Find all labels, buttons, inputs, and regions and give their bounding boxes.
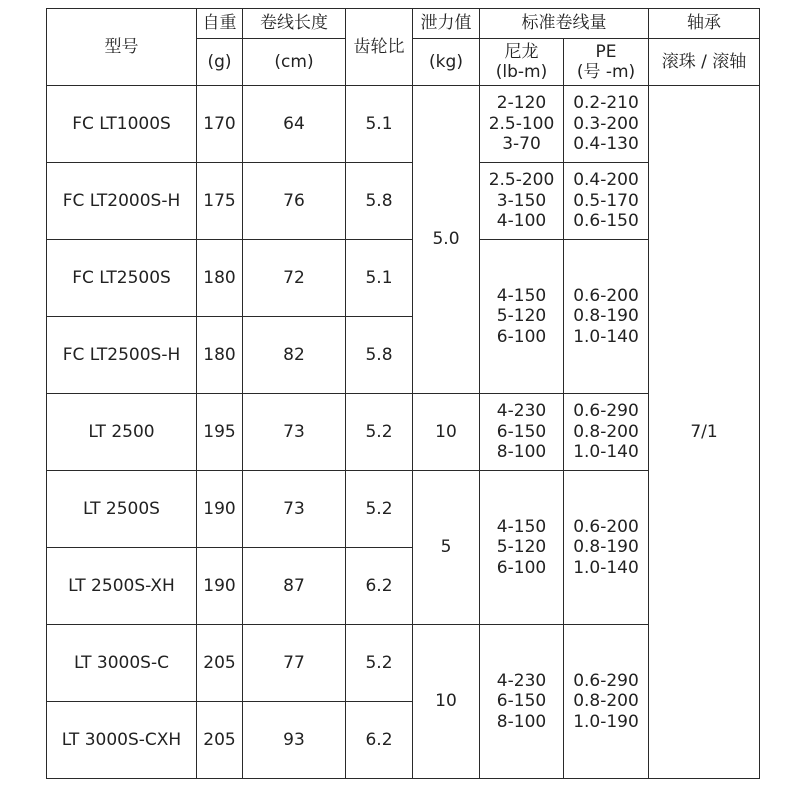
pe-value: 0.6-200 <box>573 516 639 537</box>
pe-value: 0.2-210 <box>573 93 639 114</box>
pe-value: 0.6-290 <box>573 401 639 422</box>
nylon-value: 6-150 <box>496 691 547 712</box>
nylon-value: 4-100 <box>496 211 547 232</box>
weight-cell: 195 <box>197 394 243 471</box>
model-cell: FC LT2000S-H <box>47 163 197 240</box>
length-cell: 72 <box>243 240 346 317</box>
drag-header: 泄力值 <box>413 9 480 39</box>
pe-cell <box>564 86 649 163</box>
pe-cell <box>564 394 649 471</box>
nylon-value: 4-230 <box>496 670 547 691</box>
length-cell: 87 <box>243 548 346 625</box>
drag-cell: 5 <box>413 471 480 625</box>
pe-value: 0.8-190 <box>573 306 639 327</box>
nylon-unit: (lb-m) <box>495 62 548 82</box>
pe-value: 0.4-130 <box>573 134 639 155</box>
pe-value: 0.8-200 <box>573 691 639 712</box>
gear-ratio-header: 齿轮比 <box>346 9 413 86</box>
pe-value: 0.4-200 <box>573 170 639 191</box>
drag-cell: 10 <box>413 625 480 779</box>
length-cell: 82 <box>243 317 346 394</box>
weight-cell: 180 <box>197 240 243 317</box>
nylon-value: 3-70 <box>502 134 541 155</box>
nylon-value: 6-100 <box>496 557 547 578</box>
nylon-label: 尼龙 <box>504 41 539 62</box>
pe-value: 0.6-200 <box>573 285 639 306</box>
reel-spec-table <box>46 8 760 779</box>
pe-value: 1.0-140 <box>573 326 639 347</box>
pe-value: 1.0-140 <box>573 557 639 578</box>
ratio-cell: 5.1 <box>346 86 413 163</box>
ratio-cell: 5.8 <box>346 163 413 240</box>
nylon-value: 2.5-200 <box>488 170 555 191</box>
weight-cell: 190 <box>197 471 243 548</box>
pe-value: 0.6-290 <box>573 670 639 691</box>
nylon-value: 4-150 <box>496 516 547 537</box>
pe-unit: (号 -m) <box>576 62 636 82</box>
ratio-cell: 5.2 <box>346 394 413 471</box>
nylon-cell <box>480 240 564 394</box>
length-cell: 76 <box>243 163 346 240</box>
length-cell: 64 <box>243 86 346 163</box>
length-cell: 77 <box>243 625 346 702</box>
ratio-cell: 6.2 <box>346 702 413 779</box>
nylon-cell <box>480 394 564 471</box>
nylon-value: 5-120 <box>496 306 547 327</box>
length-cell: 73 <box>243 394 346 471</box>
nylon-value: 2-120 <box>496 93 547 114</box>
line-capacity-header: 标准卷线量 <box>480 9 649 39</box>
model-cell: FC LT2500S <box>47 240 197 317</box>
length-cell: 73 <box>243 471 346 548</box>
pe-value: 0.8-190 <box>573 537 639 558</box>
pe-value: 0.8-200 <box>573 421 639 442</box>
model-cell: LT 2500 <box>47 394 197 471</box>
nylon-cell <box>480 86 564 163</box>
pe-value: 0.5-170 <box>573 190 639 211</box>
length-header: 卷线长度 <box>243 9 346 39</box>
ratio-cell: 6.2 <box>346 548 413 625</box>
bearing-sub-header: 滚珠 / 滚轴 <box>649 39 760 86</box>
pe-cell <box>564 240 649 394</box>
nylon-value: 2.5-100 <box>488 113 555 134</box>
pe-value: 0.6-150 <box>573 211 639 232</box>
ratio-cell: 5.1 <box>346 240 413 317</box>
model-cell: FC LT1000S <box>47 86 197 163</box>
pe-cell <box>564 625 649 779</box>
nylon-value: 8-100 <box>496 711 547 732</box>
weight-cell: 175 <box>197 163 243 240</box>
nylon-value: 4-230 <box>496 401 547 422</box>
pe-value: 1.0-190 <box>573 711 639 732</box>
pe-cell <box>564 471 649 625</box>
drag-cell: 5.0 <box>413 86 480 394</box>
drag-unit: (kg) <box>413 39 480 86</box>
nylon-cell <box>480 471 564 625</box>
nylon-cell <box>480 625 564 779</box>
weight-cell: 205 <box>197 625 243 702</box>
length-unit: (cm) <box>243 39 346 86</box>
weight-cell: 180 <box>197 317 243 394</box>
nylon-value: 6-100 <box>496 326 547 347</box>
model-cell: FC LT2500S-H <box>47 317 197 394</box>
ratio-cell: 5.2 <box>346 625 413 702</box>
model-cell: LT 2500S <box>47 471 197 548</box>
drag-cell: 10 <box>413 394 480 471</box>
weight-header: 自重 <box>197 9 243 39</box>
nylon-value: 5-120 <box>496 537 547 558</box>
pe-value: 0.3-200 <box>573 113 639 134</box>
nylon-value: 6-150 <box>496 421 547 442</box>
length-cell: 93 <box>243 702 346 779</box>
pe-header <box>564 39 649 86</box>
nylon-cell <box>480 163 564 240</box>
nylon-header <box>480 39 564 86</box>
nylon-value: 8-100 <box>496 442 547 463</box>
pe-value: 1.0-140 <box>573 442 639 463</box>
weight-cell: 205 <box>197 702 243 779</box>
pe-cell <box>564 163 649 240</box>
model-cell: LT 3000S-C <box>47 625 197 702</box>
weight-cell: 190 <box>197 548 243 625</box>
model-cell: LT 3000S-CXH <box>47 702 197 779</box>
weight-unit: (g) <box>197 39 243 86</box>
header-row-top <box>47 9 760 39</box>
table-row <box>47 86 760 163</box>
bearing-header: 轴承 <box>649 9 760 39</box>
weight-cell: 170 <box>197 86 243 163</box>
model-cell: LT 2500S-XH <box>47 548 197 625</box>
nylon-value: 4-150 <box>496 285 547 306</box>
model-header: 型号 <box>47 9 197 86</box>
ratio-cell: 5.2 <box>346 471 413 548</box>
bearing-cell: 7/1 <box>649 86 760 779</box>
ratio-cell: 5.8 <box>346 317 413 394</box>
nylon-value: 3-150 <box>496 190 547 211</box>
pe-label: PE <box>595 41 617 62</box>
